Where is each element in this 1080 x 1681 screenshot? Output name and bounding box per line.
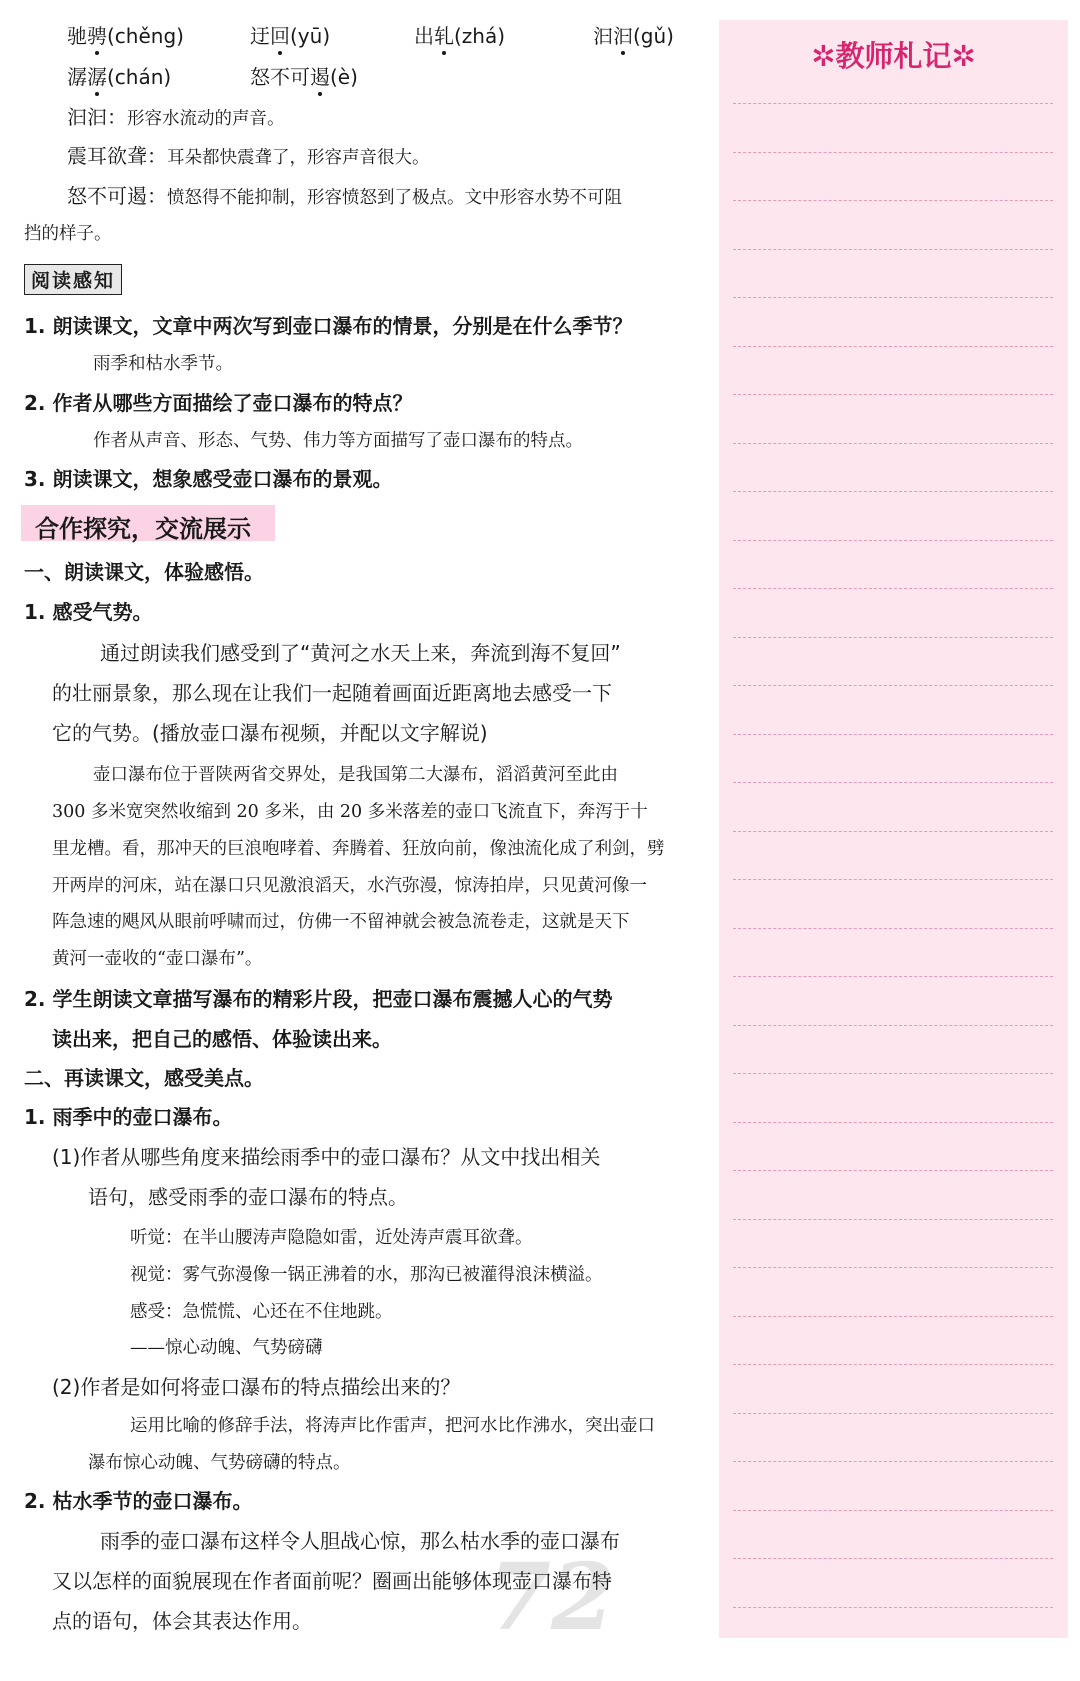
note-line (733, 1558, 1053, 1559)
note-line (733, 734, 1053, 735)
note-line (733, 443, 1053, 444)
question: 3. 朗读课文，想象感受壶口瀑布的景观。 (24, 467, 393, 491)
note-line (733, 831, 1053, 832)
answer: 视觉：雾气弥漫像一锅正沸着的水，那沟已被灌得浪沫横溢。 (130, 1265, 603, 1285)
vocab-char: 潺 (67, 65, 87, 89)
vocab-char: 驰 (67, 24, 87, 48)
note-line (733, 491, 1053, 492)
vocab-word (250, 61, 358, 90)
vocab-dotted-char: 轧 (434, 20, 454, 49)
teacher-notes-panel (719, 20, 1068, 1638)
section-banner-cooperation (21, 505, 275, 541)
vocab-dotted-char: 遏 (310, 61, 330, 90)
part-heading: 一、朗读课文，体验感悟。 (24, 560, 264, 584)
narration-line: 阵急速的飓风从眼前呼啸而过，仿佛一不留神就会被急流卷走，这就是天下 (52, 912, 630, 932)
subheading: 2. 学生朗读文章描写瀑布的精彩片段，把壶口瀑布震撼人心的气势 (24, 987, 613, 1011)
note-line (733, 685, 1053, 686)
note-line (733, 1170, 1053, 1171)
definition-text: 耳朵都快震聋了，形容声音很大。 (167, 148, 430, 168)
note-line (733, 249, 1053, 250)
vocab-char: 迂 (250, 24, 270, 48)
vocab-word (250, 20, 330, 49)
question: (1)作者从哪些角度来描绘雨季中的壶口瀑布？从文中找出相关 (52, 1145, 601, 1169)
question: 语句，感受雨季的壶口瀑布的特点。 (88, 1185, 408, 1209)
vocab-pinyin: (zhá) (454, 24, 506, 48)
vocab-pinyin: (gǔ) (633, 24, 674, 48)
question: 1. 朗读课文，文章中两次写到壶口瀑布的情景，分别是在什么季节？ (24, 314, 633, 338)
note-line (733, 1267, 1053, 1268)
vocab-dotted-char: 汩 (613, 20, 633, 49)
vocab-dotted-char: 回 (270, 20, 290, 49)
subheading: 1. 雨季中的壶口瀑布。 (24, 1105, 233, 1129)
answer: 感受：急慌慌、心还在不住地跳。 (130, 1302, 393, 1322)
vocab-pinyin: (chěng) (107, 24, 184, 48)
page-number: 72 (487, 1543, 616, 1651)
answer: 瀑布惊心动魄、气势磅礴的特点。 (88, 1453, 351, 1473)
definition (67, 140, 430, 169)
definition-text: 挡的样子。 (24, 224, 112, 244)
vocab-dotted-char: 骋 (87, 20, 107, 49)
note-line (733, 1364, 1053, 1365)
vocab-dotted-char: 潺 (87, 61, 107, 90)
paragraph-line: 的壮丽景象，那么现在让我们一起随着画面近距离地去感受一下 (52, 681, 612, 705)
note-line (733, 1219, 1053, 1220)
vocab-word (414, 20, 505, 49)
part-heading: 二、再读课文，感受美点。 (24, 1066, 264, 1090)
teacher-notes-title: ✲教师札记✲ (811, 39, 976, 73)
vocab-char: 怒不可 (250, 65, 310, 89)
vocab-word (593, 20, 674, 49)
narration-line: 开两岸的河床，站在瀑口只见激浪滔天，水汽弥漫，惊涛拍岸，只见黄河像一 (52, 876, 647, 896)
note-line (733, 200, 1053, 201)
vocab-word (67, 20, 184, 49)
note-line (733, 1316, 1053, 1317)
note-line (733, 1510, 1053, 1511)
note-line (733, 782, 1053, 783)
answer: 雨季和枯水季节。 (93, 354, 233, 374)
vocab-pinyin: (è) (330, 65, 358, 89)
note-line (733, 928, 1053, 929)
narration-line: 黄河一壶收的“壶口瀑布”。 (52, 949, 263, 969)
vocab-char: 汩 (593, 24, 613, 48)
definition-text: 形容水流动的声音。 (127, 109, 285, 129)
note-line (733, 1025, 1053, 1026)
note-line (733, 297, 1053, 298)
definition (67, 101, 285, 130)
note-line (733, 1413, 1053, 1414)
note-line (733, 540, 1053, 541)
note-line (733, 103, 1053, 104)
vocab-pinyin: (chán) (107, 65, 172, 89)
paragraph-line: 雨季的壶口瀑布这样令人胆战心惊，那么枯水季的壶口瀑布 (100, 1529, 620, 1553)
note-line (733, 879, 1053, 880)
question: 2. 作者从哪些方面描绘了壶口瀑布的特点？ (24, 391, 413, 415)
answer: 作者从声音、形态、气势、伟力等方面描写了壶口瀑布的特点。 (93, 431, 583, 451)
note-line (733, 637, 1053, 638)
note-line (733, 1607, 1053, 1608)
definition (67, 180, 622, 209)
vocab-pinyin: (yū) (290, 24, 331, 48)
section-tag-reading: 阅读感知 (24, 264, 122, 295)
paragraph-line: 它的气势。(播放壶口瀑布视频，并配以文字解说) (52, 721, 488, 745)
subheading: 2. 枯水季节的壶口瀑布。 (24, 1489, 253, 1513)
narration-line: 300 多米宽突然收缩到 20 多米，由 20 多米落差的壶口飞流直下，奔泻于十 (52, 802, 648, 822)
vocab-word (67, 61, 171, 90)
definition-term: 震耳欲聋： (67, 144, 167, 168)
banner-label: 合作探究，交流展示 (35, 515, 251, 543)
paragraph-line: 点的语句，体会其表达作用。 (52, 1609, 312, 1633)
definition-text: 愤怒得不能抑制，形容愤怒到了极点。文中形容水势不可阻 (167, 188, 622, 208)
definition-term: 汩汩： (67, 105, 127, 129)
answer: 运用比喻的修辞手法，将涛声比作雷声，把河水比作沸水，突出壶口 (130, 1416, 655, 1436)
paragraph-line: 通过朗读我们感受到了“黄河之水天上来，奔流到海不复回” (100, 641, 621, 665)
answer: 听觉：在半山腰涛声隐隐如雷，近处涛声震耳欲聋。 (130, 1228, 533, 1248)
note-line (733, 1122, 1053, 1123)
narration-line: 壶口瀑布位于晋陕两省交界处，是我国第二大瀑布，滔滔黄河至此由 (93, 765, 618, 785)
definition-term: 怒不可遏： (67, 184, 167, 208)
question: (2)作者是如何将壶口瀑布的特点描绘出来的？ (52, 1375, 461, 1399)
narration-line: 里龙槽。看，那冲天的巨浪咆哮着、奔腾着、狂放向前，像浊流化成了利剑，劈 (52, 839, 665, 859)
subheading: 读出来，把自己的感悟、体验读出来。 (52, 1027, 392, 1051)
note-line (733, 976, 1053, 977)
note-line (733, 346, 1053, 347)
answer: ——惊心动魄、气势磅礴 (130, 1338, 323, 1358)
vocab-char: 出 (414, 24, 434, 48)
paragraph-line: 又以怎样的面貌展现在作者面前呢？圈画出能够体现壶口瀑布特 (52, 1569, 612, 1593)
note-line (733, 1461, 1053, 1462)
note-line (733, 588, 1053, 589)
note-line (733, 152, 1053, 153)
note-line (733, 394, 1053, 395)
note-line (733, 1073, 1053, 1074)
subheading: 1. 感受气势。 (24, 600, 153, 624)
